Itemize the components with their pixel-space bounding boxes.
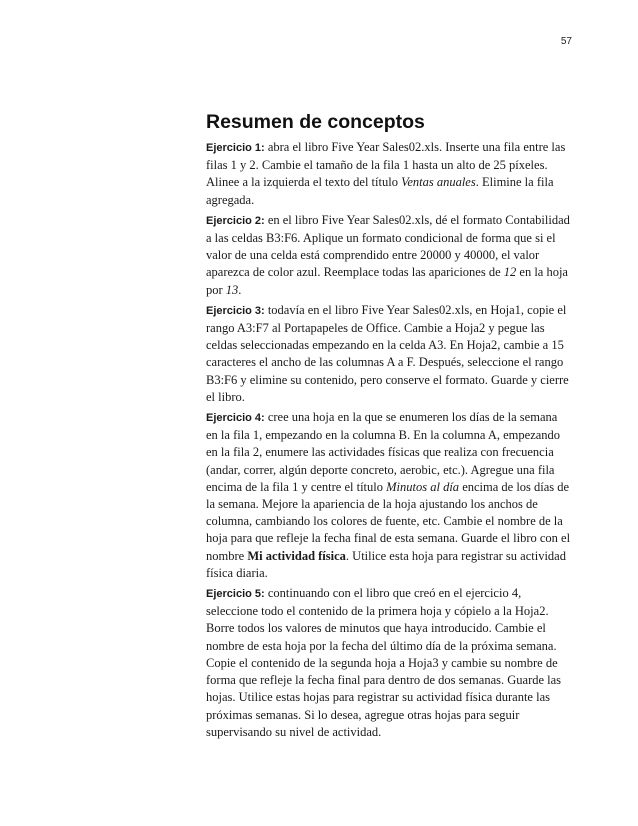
exercise-text: . Utilice esta hoja para registrar su actividad física diaria. <box>206 548 566 580</box>
emphasis-text: Ventas anuales <box>401 175 476 190</box>
exercise-text: encima de los días de la semana. Mejore la apariencia de la hoja ajustando los anchos de columna, cambiando los colores de fuente, etc. Cambie el nombre de la hoja para que refleje la fecha final de esta semana. Guarde el libro con el nombre <box>206 479 571 563</box>
exercise-1 <box>206 139 572 209</box>
emphasis-text: 13 <box>225 282 239 297</box>
exercise-text: en la hoja por <box>206 265 568 297</box>
page-number: 57 <box>560 36 572 47</box>
exercise-3 <box>206 302 572 406</box>
exercise-label: Ejercicio 3: <box>206 304 265 317</box>
exercise-2 <box>206 212 572 299</box>
exercise-label: Ejercicio 4: <box>206 412 265 425</box>
exercise-text: . <box>238 282 242 297</box>
exercise-label: Ejercicio 5: <box>206 588 265 601</box>
exercise-text: en el libro Five Year Sales02.xls, dé el formato Contabilidad a las celdas B3:F6. Aplique un formato condicional de forma que si el valor de una celda está comprendido entre 20000 y 40000, el valor aparezca de color azul. Reemplace todas las apariciones de <box>206 212 570 280</box>
bold-text: Mi actividad física <box>247 548 346 563</box>
exercise-5 <box>206 585 572 741</box>
exercise-text: continuando con el libro que creó en el ejercicio 4, seleccione todo el contenido de la primera hoja y cópielo a la Hoja2. Borre todos los valores de minutos que haya introducido. Cambie el nombre de esta hoja por la fecha del último día de la próxima semana. Copie el contenido de la segunda hoja a Hoja3 y cambie su nombre de forma que refleje la fecha final para dentro de dos semanas. Guarde las hojas. Utilice estas hojas para registrar su actividad física durante las próximas semanas. Si lo desea, agregue otras hojas para seguir supervisando su nivel de actividad. <box>206 586 562 739</box>
section-title: Resumen de conceptos <box>206 111 425 133</box>
exercise-text: . Elimine la fila agregada. <box>206 175 554 207</box>
exercise-label: Ejercicio 1: <box>206 142 265 154</box>
exercise-text: abra el libro Five Year Sales02.xls. Inserte una fila entre las filas 1 y 2. Cambie el tamaño de la fila 1 hasta un alto de 25 píxeles. Alinee a la izquierda el texto del título <box>206 140 566 190</box>
emphasis-text: Minutos al día <box>386 479 460 494</box>
exercise-text: cree una hoja en la que se enumeren los días de la semana en la fila 1, empezando en la columna B. En la columna A, empezando en la fila 2, enumere las actividades físicas que realiza con frecuencia (andar, correr, algún deporte concreto, aerobic, etc.). Agregue una fila encima de la fila 1 y centre el título <box>206 410 561 494</box>
emphasis-text: 12 <box>503 265 517 280</box>
main-content <box>206 110 572 744</box>
exercise-text: todavía en el libro Five Year Sales02.xls, en Hoja1, copie el rango A3:F7 al Portapapeles de Office. Cambie a Hoja2 y pegue las celdas seleccionadas empezando en la celda A3. En Hoja2, cambie a 15 caracteres el ancho de las columnas A a F. Después, seleccione el rango B3:F6 y elimine su contenido, pero conserve el formato. Guarde y cierre el libro. <box>206 302 569 404</box>
exercise-4 <box>206 409 572 582</box>
exercise-label: Ejercicio 2: <box>206 214 265 227</box>
